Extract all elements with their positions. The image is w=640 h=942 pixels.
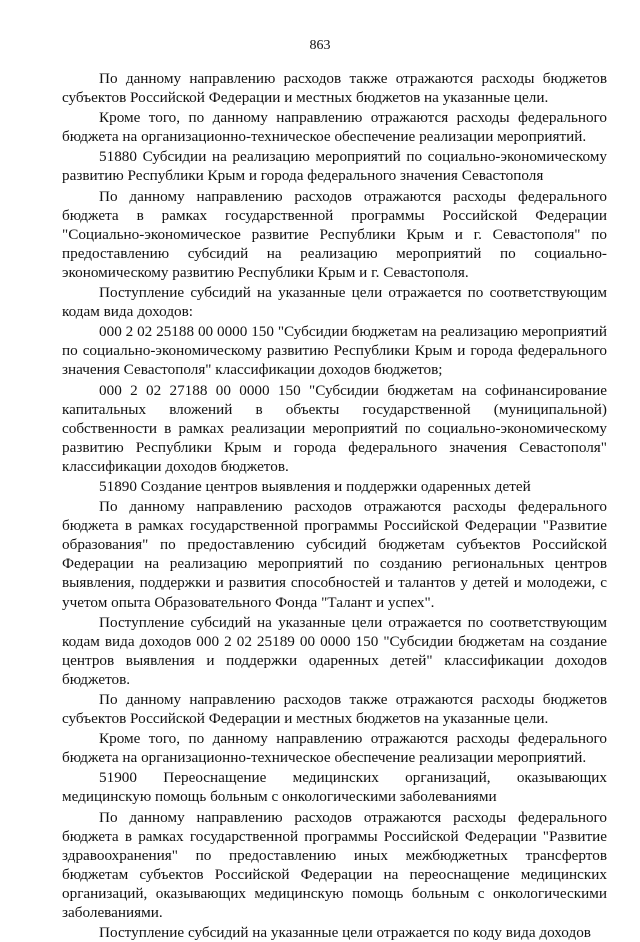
page-number: 863 (309, 38, 331, 53)
paragraph: Поступление субсидий на указанные цели отражается по соответствующим кодам вида доходов 000 2 02 25189 00 0000 150 "Субсидии бюджетам на создание центров выявления и поддержки одаренных детей" классификации доходов бюджетов. (62, 613, 607, 688)
paragraph: Кроме того, по данному направлению отражаются расходы федерального бюджета на организационно-техническое обеспечение реализации мероприятий. (62, 730, 607, 767)
paragraph: Поступление субсидий на указанные цели отражается по коду вида доходов (99, 924, 591, 942)
income-code-item: 000 2 02 27188 00 0000 150 "Субсидии бюджетам на софинансирование капитальных вложений в объекты государственной (муниципальной) собственности в рамках реализации мероприятий по социально-экономическому развитию Республики Крым и города федерального значения Севастополя" классификации доходов бюджетов. (62, 381, 607, 475)
paragraph: По данному направлению расходов отражаются расходы федерального бюджета в рамках государственной программы Российской Федерации "Развитие образования" по предоставлению субсидий бюджетам субъектов Российской Федерации на реализацию мероприятий по созданию региональных центров выявления, поддержки и развития способностей и талантов у детей и молодежи, с учетом опыта Образовательного Фонда "Талант и успех". (62, 498, 607, 611)
document-body (62, 69, 607, 942)
income-code-item: 000 2 02 25188 00 0000 150 "Субсидии бюджетам на реализацию мероприятий по социально-экономическому развитию Республики Крым и города федерального значения Севастополя" классификации доходов бюджетов; (62, 323, 607, 379)
paragraph: Поступление субсидий на указанные цели отражается по соответствующим кодам вида доходов: (62, 284, 607, 321)
section-heading-51880: 51880 Субсидии на реализацию мероприятий по социально-экономическому развитию Республики Крым и города федерального значения Севастополя (62, 148, 607, 185)
paragraph: По данному направлению расходов отражаются расходы федерального бюджета в рамках государственной программы Российской Федерации "Развитие здравоохранения" по предоставлению иных межбюджетных трансфертов бюджетам субъектов Российской Федерации на переоснащение медицинских организаций, оказывающих медицинскую помощь больным с онкологическими заболеваниями. (62, 808, 607, 922)
paragraph: По данному направлению расходов отражаются расходы федерального бюджета в рамках государственной программы Российской Федерации "Социально-экономическое развитие Республики Крым и г. Севастополя" по предоставлению субсидий на реализацию мероприятий по социально-экономическому развитию Республики Крым и г. Севастополя. (62, 187, 607, 281)
paragraph: По данному направлению расходов также отражаются расходы бюджетов субъектов Российской Федерации и местных бюджетов на указанные цели. (62, 70, 607, 107)
section-heading-51890: 51890 Создание центров выявления и поддержки одаренных детей (99, 477, 531, 495)
paragraph: По данному направлению расходов также отражаются расходы бюджетов субъектов Российской Федерации и местных бюджетов на указанные цели. (62, 691, 607, 728)
paragraph: Кроме того, по данному направлению отражаются расходы федерального бюджета на организационно-техническое обеспечение реализации мероприятий. (62, 109, 607, 146)
section-heading-51900: 51900 Переоснащение медицинских организаций, оказывающих медицинскую помощь больным с онкологическими заболеваниями (62, 769, 607, 806)
